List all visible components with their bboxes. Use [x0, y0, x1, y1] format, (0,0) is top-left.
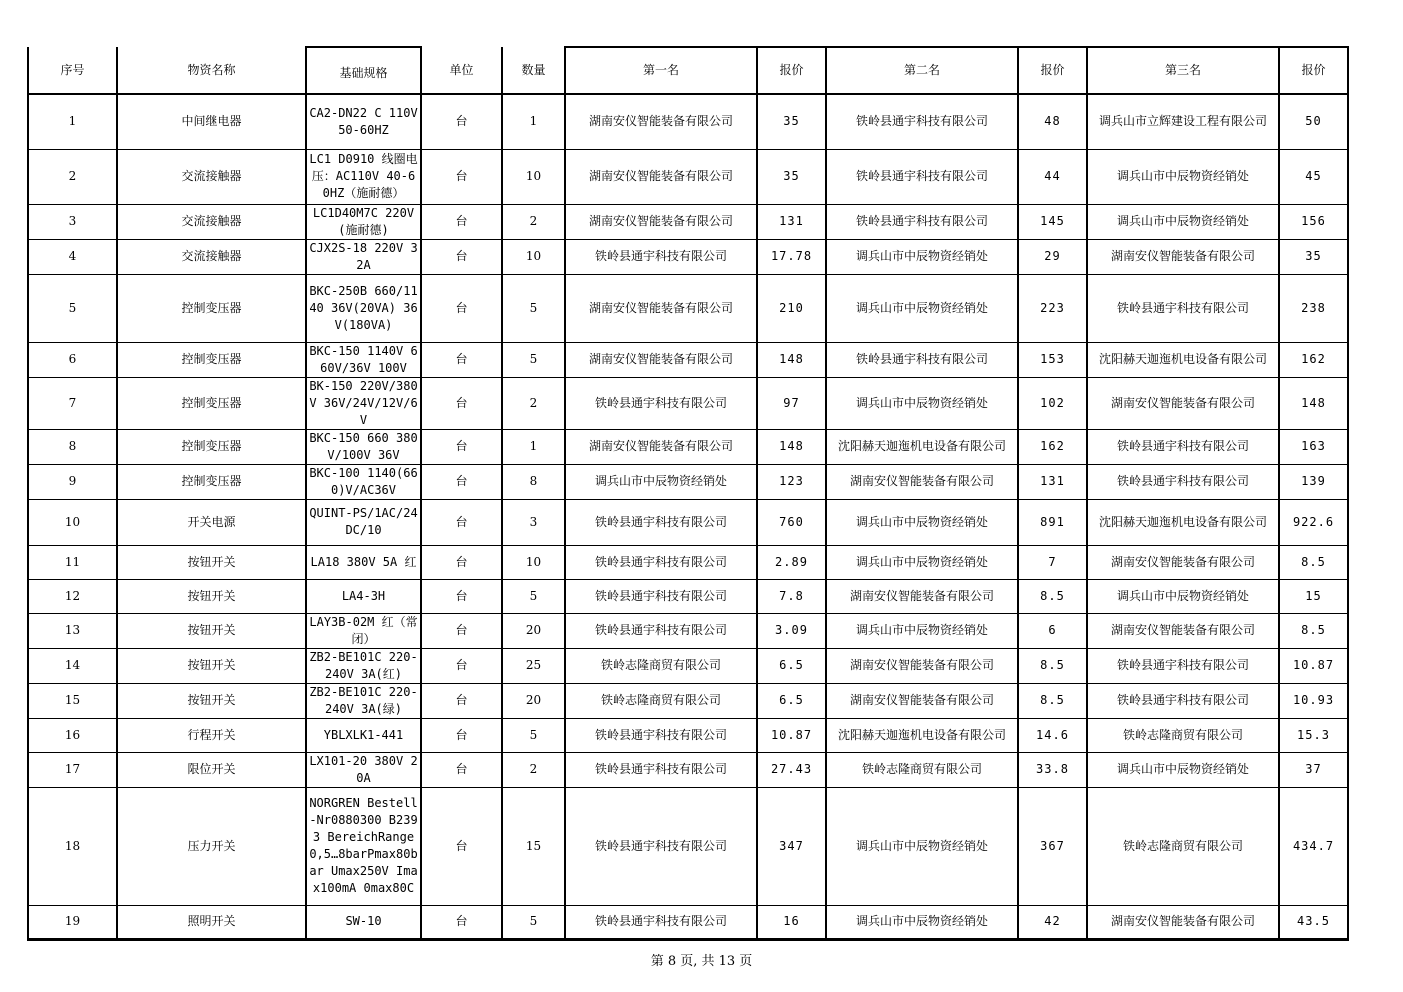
table-row [28, 377, 1348, 429]
cell-third-supplier: 调兵山市中辰物资经销处 [1087, 752, 1279, 787]
cell-price2: 33.8 [1018, 752, 1087, 787]
cell-price1: 10.87 [757, 718, 826, 752]
header-unit: 单位 [421, 47, 502, 94]
cell-first-supplier: 铁岭志隆商贸有限公司 [565, 683, 757, 718]
cell-third-supplier: 铁岭县通宇科技有限公司 [1087, 648, 1279, 683]
cell-price3: 37 [1279, 752, 1348, 787]
cell-third-supplier: 湖南安仪智能装备有限公司 [1087, 905, 1279, 939]
cell-seq: 13 [28, 613, 117, 648]
cell-first-supplier: 铁岭县通宇科技有限公司 [565, 377, 757, 429]
cell-name: 控制变压器 [117, 429, 306, 464]
cell-unit: 台 [421, 752, 502, 787]
cell-second-supplier: 铁岭县通宇科技有限公司 [826, 204, 1018, 239]
cell-price1: 347 [757, 787, 826, 905]
cell-price2: 367 [1018, 787, 1087, 905]
cell-price3: 15 [1279, 579, 1348, 613]
cell-second-supplier: 湖南安仪智能装备有限公司 [826, 683, 1018, 718]
table-row [28, 274, 1348, 342]
cell-spec: ZB2-BE101C 220-240V 3A(红) [306, 648, 421, 683]
cell-second-supplier: 调兵山市中辰物资经销处 [826, 239, 1018, 274]
table-row [28, 683, 1348, 718]
table-row [28, 613, 1348, 648]
cell-seq: 7 [28, 377, 117, 429]
cell-unit: 台 [421, 648, 502, 683]
cell-price2: 29 [1018, 239, 1087, 274]
cell-second-supplier: 铁岭志隆商贸有限公司 [826, 752, 1018, 787]
cell-qty: 1 [502, 94, 565, 149]
table-body [28, 94, 1348, 939]
cell-seq: 15 [28, 683, 117, 718]
cell-name: 交流接触器 [117, 204, 306, 239]
cell-price1: 27.43 [757, 752, 826, 787]
table-row [28, 239, 1348, 274]
cell-seq: 3 [28, 204, 117, 239]
cell-price2: 7 [1018, 545, 1087, 579]
cell-seq: 2 [28, 149, 117, 204]
cell-price2: 162 [1018, 429, 1087, 464]
header-price2: 报价 [1018, 47, 1087, 94]
cell-price1: 123 [757, 464, 826, 499]
cell-spec: LX101-20 380V 20A [306, 752, 421, 787]
cell-price1: 3.09 [757, 613, 826, 648]
cell-price3: 139 [1279, 464, 1348, 499]
cell-first-supplier: 铁岭县通宇科技有限公司 [565, 905, 757, 939]
table-row [28, 204, 1348, 239]
cell-second-supplier: 沈阳赫天迦迤机电设备有限公司 [826, 429, 1018, 464]
cell-seq: 4 [28, 239, 117, 274]
cell-first-supplier: 铁岭县通宇科技有限公司 [565, 545, 757, 579]
cell-name: 按钮开关 [117, 613, 306, 648]
cell-price1: 97 [757, 377, 826, 429]
cell-spec: LC1 D0910 线圈电压：AC110V 40-60HZ（施耐德） [306, 149, 421, 204]
cell-seq: 6 [28, 342, 117, 377]
table-row [28, 718, 1348, 752]
cell-price2: 145 [1018, 204, 1087, 239]
cell-qty: 10 [502, 239, 565, 274]
table-row [28, 149, 1348, 204]
table-row [28, 579, 1348, 613]
table-row [28, 429, 1348, 464]
cell-qty: 10 [502, 149, 565, 204]
cell-qty: 10 [502, 545, 565, 579]
cell-second-supplier: 铁岭县通宇科技有限公司 [826, 94, 1018, 149]
cell-name: 交流接触器 [117, 239, 306, 274]
cell-spec: YBLXLK1-441 [306, 718, 421, 752]
cell-third-supplier: 调兵山市立辉建设工程有限公司 [1087, 94, 1279, 149]
cell-second-supplier: 调兵山市中辰物资经销处 [826, 274, 1018, 342]
cell-qty: 2 [502, 377, 565, 429]
cell-second-supplier: 铁岭县通宇科技有限公司 [826, 342, 1018, 377]
cell-unit: 台 [421, 239, 502, 274]
cell-unit: 台 [421, 94, 502, 149]
cell-spec: BKC-100 1140(660)V/AC36V [306, 464, 421, 499]
table-row [28, 499, 1348, 545]
cell-second-supplier: 湖南安仪智能装备有限公司 [826, 579, 1018, 613]
cell-price1: 210 [757, 274, 826, 342]
cell-second-supplier: 湖南安仪智能装备有限公司 [826, 464, 1018, 499]
cell-price1: 760 [757, 499, 826, 545]
table-row [28, 787, 1348, 905]
header-seq: 序号 [28, 47, 117, 94]
cell-spec: LA4-3H [306, 579, 421, 613]
cell-name: 控制变压器 [117, 342, 306, 377]
cell-spec: QUINT-PS/1AC/24DC/10 [306, 499, 421, 545]
cell-spec: BKC-150 1140V 660V/36V 100V [306, 342, 421, 377]
cell-price2: 8.5 [1018, 648, 1087, 683]
cell-seq: 17 [28, 752, 117, 787]
cell-spec: BKC-250B 660/1140 36V(20VA) 36V(180VA) [306, 274, 421, 342]
cell-unit: 台 [421, 274, 502, 342]
cell-unit: 台 [421, 579, 502, 613]
cell-qty: 5 [502, 274, 565, 342]
cell-first-supplier: 湖南安仪智能装备有限公司 [565, 94, 757, 149]
cell-qty: 20 [502, 683, 565, 718]
header-row [28, 47, 1348, 94]
cell-qty: 5 [502, 342, 565, 377]
cell-spec: LA18 380V 5A 红 [306, 545, 421, 579]
header-name: 物资名称 [117, 47, 306, 94]
cell-price1: 35 [757, 149, 826, 204]
cell-first-supplier: 湖南安仪智能装备有限公司 [565, 342, 757, 377]
cell-price1: 35 [757, 94, 826, 149]
page-footer: 第 8 页, 共 13 页 [650, 954, 753, 969]
cell-first-supplier: 铁岭县通宇科技有限公司 [565, 579, 757, 613]
table-row [28, 342, 1348, 377]
cell-price2: 131 [1018, 464, 1087, 499]
cell-price2: 48 [1018, 94, 1087, 149]
cell-third-supplier: 湖南安仪智能装备有限公司 [1087, 613, 1279, 648]
quotation-table [27, 46, 1349, 941]
cell-price1: 6.5 [757, 683, 826, 718]
cell-unit: 台 [421, 905, 502, 939]
cell-third-supplier: 调兵山市中辰物资经销处 [1087, 579, 1279, 613]
cell-qty: 5 [502, 579, 565, 613]
cell-second-supplier: 沈阳赫天迦迤机电设备有限公司 [826, 718, 1018, 752]
cell-qty: 8 [502, 464, 565, 499]
cell-qty: 20 [502, 613, 565, 648]
cell-first-supplier: 铁岭县通宇科技有限公司 [565, 613, 757, 648]
cell-seq: 14 [28, 648, 117, 683]
cell-price3: 35 [1279, 239, 1348, 274]
cell-seq: 12 [28, 579, 117, 613]
cell-price2: 42 [1018, 905, 1087, 939]
cell-price3: 162 [1279, 342, 1348, 377]
cell-price3: 163 [1279, 429, 1348, 464]
cell-second-supplier: 调兵山市中辰物资经销处 [826, 787, 1018, 905]
cell-second-supplier: 调兵山市中辰物资经销处 [826, 545, 1018, 579]
cell-unit: 台 [421, 683, 502, 718]
cell-price3: 156 [1279, 204, 1348, 239]
cell-price1: 17.78 [757, 239, 826, 274]
cell-unit: 台 [421, 464, 502, 499]
cell-third-supplier: 铁岭志隆商贸有限公司 [1087, 718, 1279, 752]
table-row [28, 648, 1348, 683]
cell-name: 按钮开关 [117, 545, 306, 579]
cell-price1: 7.8 [757, 579, 826, 613]
cell-unit: 台 [421, 499, 502, 545]
cell-qty: 3 [502, 499, 565, 545]
cell-price3: 10.93 [1279, 683, 1348, 718]
cell-third-supplier: 铁岭县通宇科技有限公司 [1087, 464, 1279, 499]
cell-price2: 44 [1018, 149, 1087, 204]
cell-name: 按钮开关 [117, 683, 306, 718]
cell-name: 行程开关 [117, 718, 306, 752]
header-spec: 基础规格 [306, 47, 421, 94]
cell-seq: 18 [28, 787, 117, 905]
cell-price3: 50 [1279, 94, 1348, 149]
cell-name: 按钮开关 [117, 579, 306, 613]
cell-price1: 131 [757, 204, 826, 239]
cell-spec: LAY3B-02M 红（常闭） [306, 613, 421, 648]
cell-seq: 8 [28, 429, 117, 464]
cell-price1: 148 [757, 342, 826, 377]
cell-seq: 10 [28, 499, 117, 545]
cell-name: 交流接触器 [117, 149, 306, 204]
cell-spec: CJX2S-18 220V 32A [306, 239, 421, 274]
cell-qty: 5 [502, 905, 565, 939]
cell-price3: 238 [1279, 274, 1348, 342]
header-first: 第一名 [565, 47, 757, 94]
cell-second-supplier: 湖南安仪智能装备有限公司 [826, 648, 1018, 683]
cell-third-supplier: 湖南安仪智能装备有限公司 [1087, 377, 1279, 429]
cell-first-supplier: 湖南安仪智能装备有限公司 [565, 274, 757, 342]
cell-price2: 153 [1018, 342, 1087, 377]
cell-qty: 5 [502, 718, 565, 752]
cell-seq: 9 [28, 464, 117, 499]
cell-second-supplier: 调兵山市中辰物资经销处 [826, 377, 1018, 429]
cell-seq: 5 [28, 274, 117, 342]
cell-price2: 891 [1018, 499, 1087, 545]
cell-name: 控制变压器 [117, 464, 306, 499]
cell-unit: 台 [421, 342, 502, 377]
cell-first-supplier: 铁岭志隆商贸有限公司 [565, 648, 757, 683]
cell-name: 照明开关 [117, 905, 306, 939]
cell-seq: 11 [28, 545, 117, 579]
cell-unit: 台 [421, 545, 502, 579]
cell-unit: 台 [421, 204, 502, 239]
cell-unit: 台 [421, 613, 502, 648]
cell-unit: 台 [421, 787, 502, 905]
cell-price1: 16 [757, 905, 826, 939]
cell-second-supplier: 调兵山市中辰物资经销处 [826, 499, 1018, 545]
table-row [28, 545, 1348, 579]
cell-price3: 43.5 [1279, 905, 1348, 939]
header-second: 第二名 [826, 47, 1018, 94]
cell-third-supplier: 调兵山市中辰物资经销处 [1087, 149, 1279, 204]
cell-first-supplier: 湖南安仪智能装备有限公司 [565, 429, 757, 464]
cell-first-supplier: 铁岭县通宇科技有限公司 [565, 787, 757, 905]
cell-price2: 14.6 [1018, 718, 1087, 752]
cell-price1: 6.5 [757, 648, 826, 683]
cell-unit: 台 [421, 149, 502, 204]
cell-price2: 8.5 [1018, 579, 1087, 613]
cell-spec: BK-150 220V/380V 36V/24V/12V/6V [306, 377, 421, 429]
cell-third-supplier: 铁岭县通宇科技有限公司 [1087, 683, 1279, 718]
cell-third-supplier: 湖南安仪智能装备有限公司 [1087, 545, 1279, 579]
cell-spec: ZB2-BE101C 220-240V 3A(绿) [306, 683, 421, 718]
cell-seq: 1 [28, 94, 117, 149]
cell-third-supplier: 铁岭县通宇科技有限公司 [1087, 429, 1279, 464]
cell-spec: NORGREN Bestell-Nr0880300 B2393 BereichRange0,5…8barPmax80bar Umax250V Imax100mA 0max80C [306, 787, 421, 905]
cell-third-supplier: 湖南安仪智能装备有限公司 [1087, 239, 1279, 274]
cell-first-supplier: 铁岭县通宇科技有限公司 [565, 239, 757, 274]
cell-qty: 25 [502, 648, 565, 683]
table-row [28, 464, 1348, 499]
cell-third-supplier: 铁岭县通宇科技有限公司 [1087, 274, 1279, 342]
cell-price2: 223 [1018, 274, 1087, 342]
cell-first-supplier: 铁岭县通宇科技有限公司 [565, 718, 757, 752]
cell-second-supplier: 调兵山市中辰物资经销处 [826, 905, 1018, 939]
cell-price3: 922.6 [1279, 499, 1348, 545]
cell-price3: 148 [1279, 377, 1348, 429]
cell-price3: 45 [1279, 149, 1348, 204]
cell-unit: 台 [421, 429, 502, 464]
cell-qty: 1 [502, 429, 565, 464]
cell-price2: 8.5 [1018, 683, 1087, 718]
cell-spec: CA2-DN22 C 110V 50-60HZ [306, 94, 421, 149]
cell-qty: 2 [502, 752, 565, 787]
table-row [28, 752, 1348, 787]
cell-price3: 8.5 [1279, 613, 1348, 648]
cell-third-supplier: 沈阳赫天迦迤机电设备有限公司 [1087, 499, 1279, 545]
header-third: 第三名 [1087, 47, 1279, 94]
cell-spec: SW-10 [306, 905, 421, 939]
cell-name: 控制变压器 [117, 377, 306, 429]
cell-first-supplier: 调兵山市中辰物资经销处 [565, 464, 757, 499]
cell-unit: 台 [421, 377, 502, 429]
cell-spec: LC1D40M7C 220V(施耐德) [306, 204, 421, 239]
cell-price1: 2.89 [757, 545, 826, 579]
cell-qty: 15 [502, 787, 565, 905]
cell-unit: 台 [421, 718, 502, 752]
cell-name: 控制变压器 [117, 274, 306, 342]
cell-seq: 19 [28, 905, 117, 939]
cell-first-supplier: 铁岭县通宇科技有限公司 [565, 499, 757, 545]
header-qty: 数量 [502, 47, 565, 94]
cell-qty: 2 [502, 204, 565, 239]
header-price1: 报价 [757, 47, 826, 94]
table-row [28, 94, 1348, 149]
cell-price1: 148 [757, 429, 826, 464]
cell-name: 按钮开关 [117, 648, 306, 683]
cell-name: 中间继电器 [117, 94, 306, 149]
cell-second-supplier: 铁岭县通宇科技有限公司 [826, 149, 1018, 204]
cell-spec: BKC-150 660 380V/100V 36V [306, 429, 421, 464]
cell-first-supplier: 湖南安仪智能装备有限公司 [565, 204, 757, 239]
cell-first-supplier: 湖南安仪智能装备有限公司 [565, 149, 757, 204]
cell-price2: 102 [1018, 377, 1087, 429]
cell-price2: 6 [1018, 613, 1087, 648]
cell-first-supplier: 铁岭县通宇科技有限公司 [565, 752, 757, 787]
cell-price3: 15.3 [1279, 718, 1348, 752]
cell-name: 压力开关 [117, 787, 306, 905]
cell-second-supplier: 调兵山市中辰物资经销处 [826, 613, 1018, 648]
cell-seq: 16 [28, 718, 117, 752]
cell-third-supplier: 调兵山市中辰物资经销处 [1087, 204, 1279, 239]
cell-third-supplier: 沈阳赫天迦迤机电设备有限公司 [1087, 342, 1279, 377]
cell-third-supplier: 铁岭志隆商贸有限公司 [1087, 787, 1279, 905]
cell-price3: 8.5 [1279, 545, 1348, 579]
cell-price3: 10.87 [1279, 648, 1348, 683]
cell-price3: 434.7 [1279, 787, 1348, 905]
header-price3: 报价 [1279, 47, 1348, 94]
cell-name: 开关电源 [117, 499, 306, 545]
cell-name: 限位开关 [117, 752, 306, 787]
table-row [28, 905, 1348, 939]
